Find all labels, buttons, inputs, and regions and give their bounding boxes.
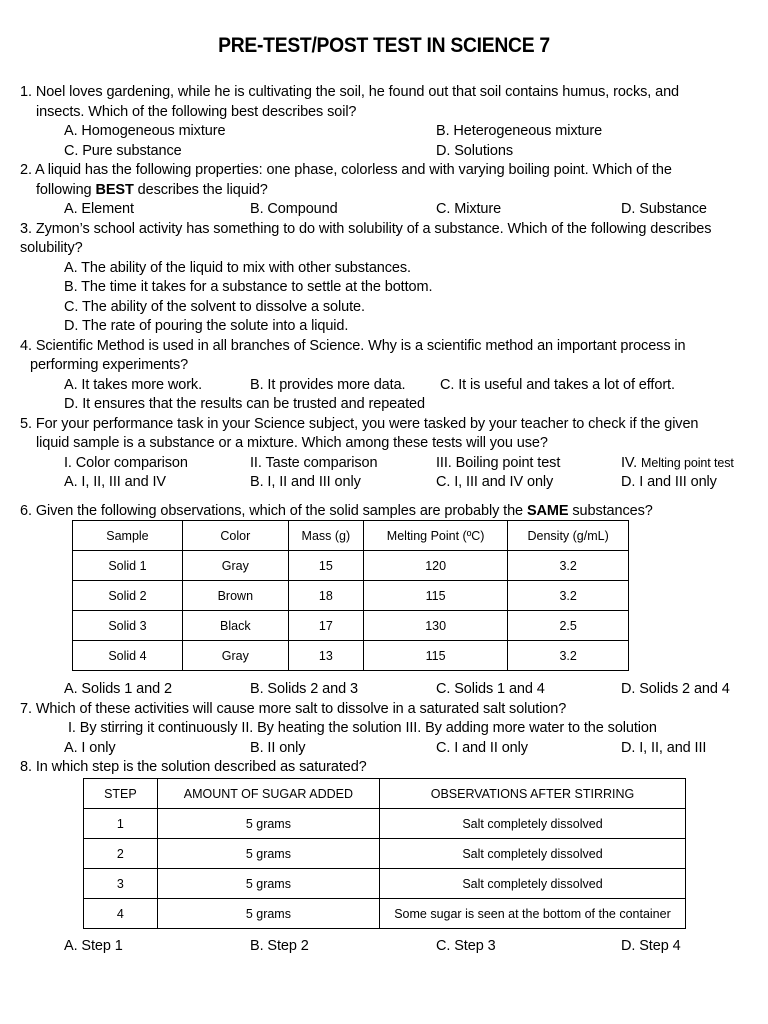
question-6-text-suffix: substances? [568,503,653,519]
question-5-test-iv-label: Melting point test [641,456,734,470]
question-2-text-line-2 [36,181,268,199]
question-6-text-prefix: 6. Given the following observations, which of the solid samples are probably the [20,503,527,519]
question-8-text: 8. In which step is the solution described as saturated? [20,759,367,775]
table-row [73,581,629,611]
question-6-option-b: B. Solids 2 and 3 [250,681,358,697]
table-header: AMOUNT OF SUGAR ADDED [157,779,379,809]
question-6-emphasis: SAME [526,503,569,519]
question-5-option-c: C. I, III and IV only [436,474,554,490]
table-cell: Solid 3 [73,611,183,641]
question-2-text-suffix: describes the liquid? [133,182,268,198]
question-2-text-prefix: following [36,182,96,198]
question-3-option-b: B. The time it takes for a substance to settle at the bottom. [64,279,433,295]
table-cell: 5 grams [157,809,379,839]
question-4-text-line-1: 4. Scientific Method is used in all branches of Science. Why is a scientific method an important process in [20,338,686,354]
question-3-option-a: A. The ability of the liquid to mix with other substances. [64,260,411,276]
question-2-option-a: A. Element [64,201,134,217]
question-7-option-c: C. I and II only [436,740,528,756]
table-cell: Brown [182,581,288,611]
table-cell: 17 [288,611,363,641]
question-4-text-line-2: performing experiments? [30,357,189,373]
table-cell: 115 [363,581,507,611]
question-2-text-line-1: 2. A liquid has the following properties: one phase, colorless and with varying boiling point. Which of the [20,162,672,178]
solid-samples-table [72,520,629,671]
table-header-row [73,521,629,551]
question-8-option-d: D. Step 4 [621,938,681,954]
question-1-text-line-2: insects. Which of the following best describes soil? [36,104,357,120]
question-5-test-iii: III. Boiling point test [436,455,561,471]
table-cell: 3 [84,869,158,899]
table-cell: 5 grams [157,839,379,869]
table-cell: 4 [84,899,158,929]
question-2-option-c: C. Mixture [436,201,502,217]
question-5-text-line-1: 5. For your performance task in your Science subject, you were tasked by your teacher to check if the given [20,416,699,432]
question-4-option-c: C. It is useful and takes a lot of effort. [440,377,675,393]
question-3-option-c: C. The ability of the solvent to dissolve a solute. [64,299,365,315]
question-7-option-a: A. I only [64,740,116,756]
question-1-option-c: C. Pure substance [64,143,182,159]
question-1-option-b: B. Heterogeneous mixture [436,123,603,139]
question-7-text: 7. Which of these activities will cause more salt to dissolve in a saturated salt solution? [20,701,567,717]
question-7-statements: I. By stirring it continuously II. By heating the solution III. By adding more water to the solution [68,720,657,736]
table-cell: 2 [84,839,158,869]
question-5-test-i: I. Color comparison [64,455,188,471]
table-cell: 15 [288,551,363,581]
table-cell: 115 [363,641,507,671]
question-1-option-a: A. Homogeneous mixture [64,123,226,139]
page-title: PRE-TEST/POST TEST IN SCIENCE 7 [218,34,550,57]
table-cell: 3.2 [508,581,629,611]
table-cell: 130 [363,611,507,641]
question-5-option-b: B. I, II and III only [250,474,361,490]
question-8-option-a: A. Step 1 [64,938,123,954]
table-cell: Salt completely dissolved [379,809,685,839]
question-5-test-iv-numeral: IV. [621,455,642,471]
table-cell: 120 [363,551,507,581]
question-6-text [20,502,653,520]
question-3-text-line-2: solubility? [20,240,83,256]
table-header: STEP [84,779,158,809]
question-6-option-a: A. Solids 1 and 2 [64,681,172,697]
question-3-text-line-1: 3. Zymon’s school activity has something to do with solubility of a substance. Which of the following describes [20,221,712,237]
question-8-option-c: C. Step 3 [436,938,496,954]
table-header: Melting Point (ºC) [363,521,507,551]
table-cell: Salt completely dissolved [379,869,685,899]
table-row [84,899,686,929]
table-header: Mass (g) [288,521,363,551]
table-cell: 5 grams [157,869,379,899]
table-cell: 3.2 [508,641,629,671]
table-cell: Black [182,611,288,641]
question-1-text-line-1: 1. Noel loves gardening, while he is cultivating the soil, he found out that soil contains humus, rocks, and [20,84,680,100]
table-row [73,551,629,581]
question-3-option-d: D. The rate of pouring the solute into a liquid. [64,318,349,334]
question-5-option-a: A. I, II, III and IV [64,474,166,490]
question-6-option-c: C. Solids 1 and 4 [436,681,545,697]
question-5-test-iv [621,454,734,472]
question-2-option-d: D. Substance [621,201,707,217]
table-header: Color [182,521,288,551]
question-2-option-b: B. Compound [250,201,338,217]
table-cell: 18 [288,581,363,611]
question-7-option-b: B. II only [250,740,306,756]
question-4-option-d: D. It ensures that the results can be trusted and repeated [64,396,425,412]
question-5-test-ii: II. Taste comparison [250,455,378,471]
table-row [73,641,629,671]
question-7-option-d: D. I, II, and III [621,740,707,756]
question-5-option-d: D. I and III only [621,474,717,490]
table-header: OBSERVATIONS AFTER STIRRING [379,779,685,809]
question-5-text-line-2: liquid sample is a substance or a mixture. Which among these tests will you use? [36,435,548,451]
table-header: Density (g/mL) [508,521,629,551]
question-6-option-d: D. Solids 2 and 4 [621,681,730,697]
question-1-option-d: D. Solutions [436,143,513,159]
table-row [73,611,629,641]
question-4-option-a: A. It takes more work. [64,377,203,393]
table-cell: Gray [182,641,288,671]
table-cell: 1 [84,809,158,839]
table-cell: 3.2 [508,551,629,581]
table-cell: Solid 1 [73,551,183,581]
table-cell: Solid 2 [73,581,183,611]
table-header: Sample [73,521,183,551]
question-4-option-b: B. It provides more data. [250,377,406,393]
table-cell: Gray [182,551,288,581]
table-header-row [84,779,686,809]
table-cell: Some sugar is seen at the bottom of the container [379,899,685,929]
question-8-option-b: B. Step 2 [250,938,309,954]
table-cell: 13 [288,641,363,671]
saturation-steps-table [83,778,686,929]
table-cell: Salt completely dissolved [379,839,685,869]
table-row [84,869,686,899]
table-cell: 2.5 [508,611,629,641]
table-cell: 5 grams [157,899,379,929]
table-cell: Solid 4 [73,641,183,671]
table-row [84,809,686,839]
table-row [84,839,686,869]
question-2-emphasis: BEST [95,182,134,198]
